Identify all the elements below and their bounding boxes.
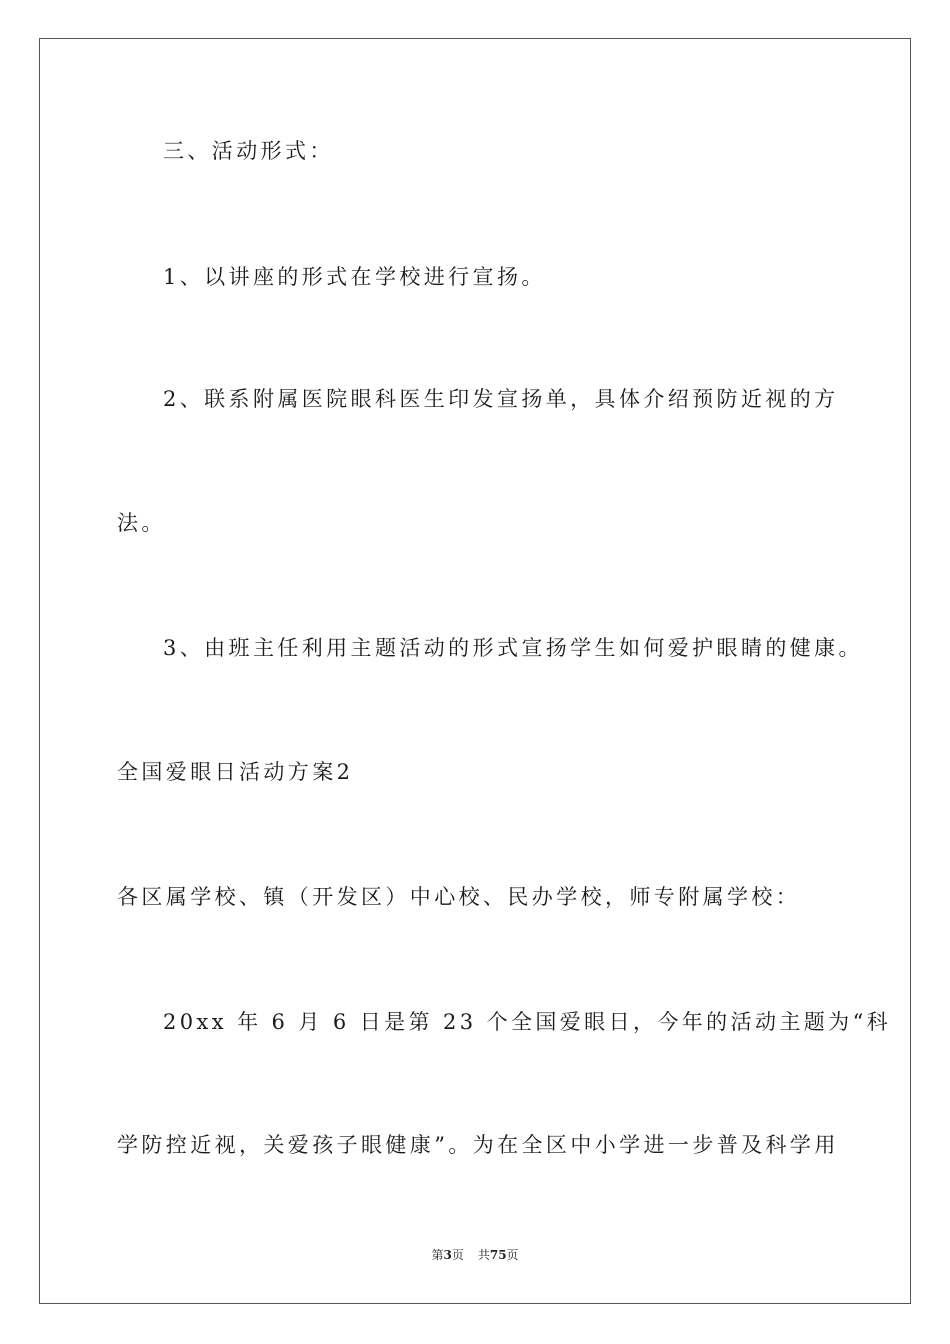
paragraph: 2、联系附属医院眼科医生印发宣扬单，具体介绍预防近视的方 xyxy=(163,387,839,411)
total-pages: 75 xyxy=(489,1248,507,1262)
page-number: 3 xyxy=(443,1248,452,1262)
paragraph: 20xx 年 6 月 6 日是第 23 个全国爱眼日，今年的活动主题为“科 xyxy=(163,1010,892,1034)
total-prefix: 共 xyxy=(477,1248,490,1262)
paragraph-continuation: 学防控近视，关爱孩子眼健康”。为在全区中小学进一步普及科学用 xyxy=(117,1133,839,1157)
paragraph: 1、以讲座的形式在学校进行宣扬。 xyxy=(163,265,546,289)
page-border xyxy=(39,38,911,1304)
paragraph: 3、由班主任利用主题活动的形式宣扬学生如何爱护眼睛的健康。 xyxy=(163,636,863,660)
page-suffix: 页 xyxy=(451,1248,464,1262)
paragraph-continuation: 法。 xyxy=(117,511,166,535)
section-title: 全国爱眼日活动方案2 xyxy=(117,760,354,784)
section-heading: 三、活动形式： xyxy=(163,139,334,163)
paragraph: 各区属学校、镇（开发区）中心校、民办学校，师专附属学校： xyxy=(117,885,801,909)
page-prefix: 第 xyxy=(431,1248,444,1262)
page-footer xyxy=(0,1246,950,1264)
total-suffix: 页 xyxy=(506,1248,519,1262)
